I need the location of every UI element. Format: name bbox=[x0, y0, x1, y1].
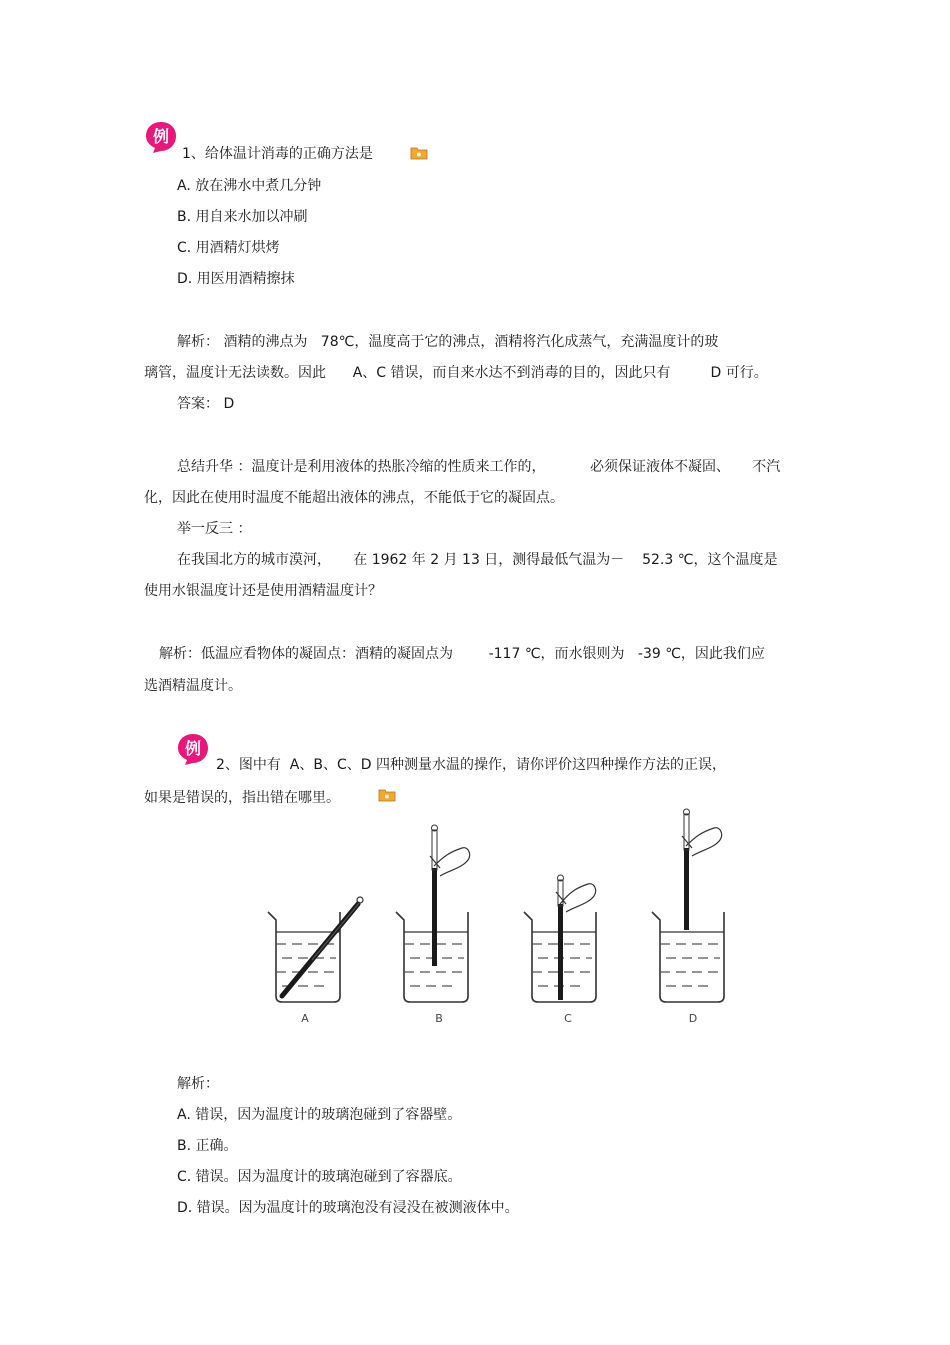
extend-analysis-line-2: 选酒精温度计。 bbox=[144, 678, 242, 694]
option-c: C. 用酒精灯烘烤 bbox=[177, 240, 280, 256]
thermometer-beaker-diagram bbox=[262, 808, 742, 1030]
analysis-2-title: 解析： bbox=[177, 1076, 219, 1092]
answer-1: 答案： D bbox=[177, 396, 235, 412]
analysis-2-d: D. 错误。因为温度计的玻璃泡没有浸没在被测液体中。 bbox=[177, 1200, 519, 1216]
svg-text:例: 例 bbox=[152, 127, 170, 146]
analysis-2-c: C. 错误。因为温度计的玻璃泡碰到了容器底。 bbox=[177, 1169, 462, 1185]
question-2-line-2: 如果是错误的，指出错在哪里。 bbox=[144, 790, 340, 806]
analysis-2-b: B. 正确。 bbox=[177, 1138, 238, 1154]
example-badge-icon bbox=[176, 732, 210, 766]
folder-icon[interactable] bbox=[410, 146, 428, 160]
option-d: D. 用医用酒精擦抹 bbox=[177, 271, 295, 287]
analysis-1-line-2: 璃管，温度计无法读数。因此 A、C 错误，而自来水达不到消毒的目的，因此只有 D 可行。 bbox=[144, 365, 768, 381]
extend-title: 举一反三 ： bbox=[177, 521, 252, 537]
option-b: B. 用自来水加以冲刷 bbox=[177, 209, 308, 225]
figure-label-d: D bbox=[688, 1012, 698, 1025]
summary-line-2: 化，因此在使用时温度不能超出液体的沸点，不能低于它的凝固点。 bbox=[144, 490, 564, 506]
figure-label-c: C bbox=[564, 1012, 572, 1025]
extend-analysis-line-1: 解析：低温应看物体的凝固点：酒精的凝固点为 -117 ℃，而水银则为 -39 ℃，因此我们应 bbox=[159, 646, 765, 662]
analysis-1-line-1: 解析： 酒精的沸点为 78℃，温度高于它的沸点，酒精将汽化成蒸气，充满温度计的玻 bbox=[177, 334, 719, 350]
svg-text:例: 例 bbox=[184, 739, 202, 758]
question-1: 1、给体温计消毒的正确方法是 bbox=[182, 146, 373, 162]
analysis-2-a: A. 错误，因为温度计的玻璃泡碰到了容器壁。 bbox=[177, 1107, 462, 1123]
summary-line-1: 总结升华 ：温度计是利用液体的热胀冷缩的性质来工作的， 必须保证液体不凝固、 不汽 bbox=[177, 459, 781, 475]
figure-label-a: A bbox=[301, 1012, 309, 1025]
beaker-d bbox=[652, 809, 724, 1002]
folder-icon[interactable] bbox=[378, 788, 396, 802]
figure-label-b: B bbox=[435, 1012, 443, 1025]
beaker-c bbox=[524, 875, 596, 1002]
extend-question-line-2: 使用水银温度计还是使用酒精温度计？ bbox=[144, 583, 382, 599]
beaker-b bbox=[396, 825, 470, 1002]
question-2-line-1: 2、图中有 A、B、C、D 四种测量水温的操作，请你评价这四种操作方法的正误， bbox=[216, 757, 726, 773]
beaker-a bbox=[268, 897, 363, 1002]
example-badge-icon bbox=[144, 120, 178, 154]
option-a: A. 放在沸水中煮几分钟 bbox=[177, 178, 322, 194]
extend-question-line-1: 在我国北方的城市漠河， 在 1962 年 2 月 13 日，测得最低气温为－ 52.3 ℃，这个温度是 bbox=[177, 552, 778, 568]
